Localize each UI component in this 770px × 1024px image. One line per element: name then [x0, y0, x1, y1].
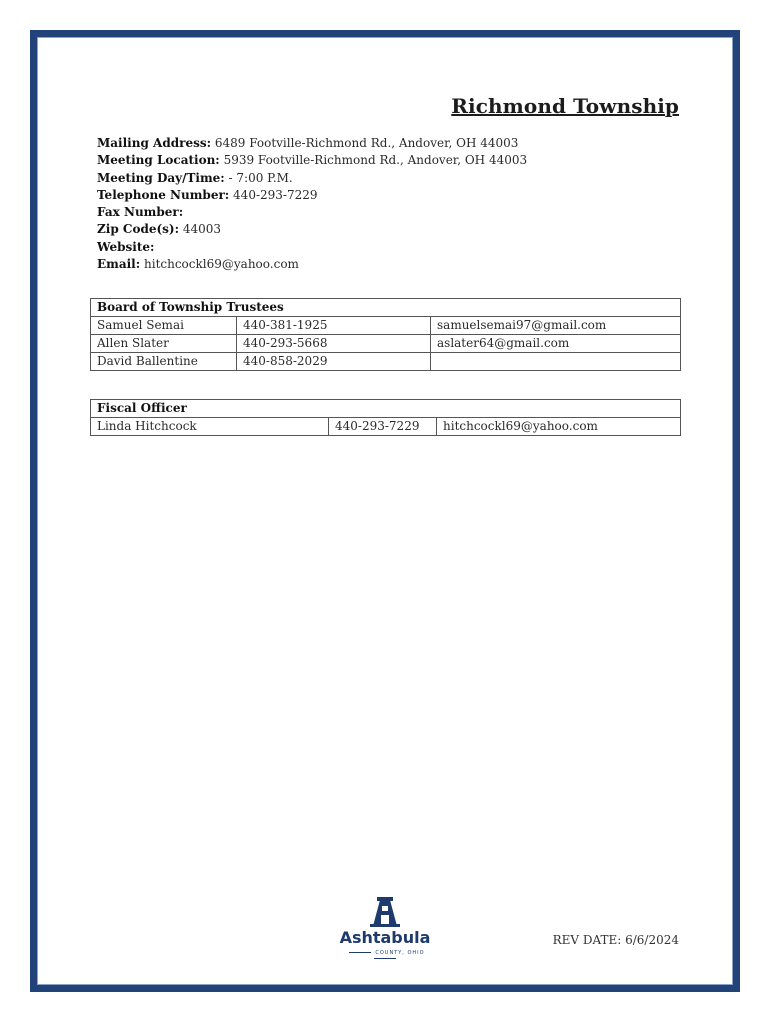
trustee-name: Allen Slater [91, 335, 237, 353]
mailing-address-value: 6489 Footville-Richmond Rd., Andover, OH 44003 [214, 136, 519, 150]
table-row [91, 418, 681, 436]
telephone-row [97, 187, 527, 204]
table-row [91, 335, 681, 353]
contact-info [97, 135, 527, 273]
fiscal-email[interactable]: hitchcockl69@yahoo.com [437, 418, 681, 436]
email-row [97, 256, 527, 273]
page-title: Richmond Township [451, 94, 679, 118]
meeting-time-value: - 7:00 P.M. [224, 170, 293, 185]
logo-name: Ashtabula [339, 928, 431, 947]
fiscal-name: Linda Hitchcock [91, 418, 329, 436]
zip-row [97, 221, 527, 238]
table-row [91, 317, 681, 335]
meeting-time-row [97, 170, 527, 187]
fax-row [97, 204, 527, 221]
trustees-heading: Board of Township Trustees [91, 299, 681, 317]
mailing-address-row [97, 135, 527, 152]
fiscal-header-row [91, 400, 681, 418]
website-row [97, 239, 527, 256]
trustee-email[interactable]: aslater64@gmail.com [431, 335, 681, 353]
trustees-table [90, 298, 681, 371]
telephone-value: 440-293-7229 [233, 187, 318, 202]
trustee-phone: 440-293-5668 [237, 335, 431, 353]
trustee-email[interactable]: samuelsemai97@gmail.com [431, 317, 681, 335]
table-row [91, 353, 681, 371]
email-value[interactable]: hitchcockl69@yahoo.com [144, 257, 299, 272]
fiscal-heading: Fiscal Officer [91, 400, 681, 418]
meeting-location-row [97, 152, 527, 169]
trustee-phone: 440-858-2029 [237, 353, 431, 371]
logo-subtitle: COUNTY, OHIO [337, 950, 433, 962]
fax-label: Fax Number: [97, 205, 184, 220]
email-label: Email: [97, 257, 141, 272]
website-label: Website: [97, 239, 155, 254]
revision-date: REV DATE: 6/6/2024 [552, 933, 679, 947]
trustee-name: Samuel Semai [91, 317, 237, 335]
meeting-time-label: Meeting Day/Time: [97, 170, 225, 185]
trustee-email [431, 353, 681, 371]
zip-label: Zip Code(s): [97, 222, 180, 237]
trustee-phone: 440-381-1925 [237, 317, 431, 335]
mailing-address-label: Mailing Address: [97, 136, 212, 150]
meeting-location-label: Meeting Location: [97, 153, 220, 168]
trustee-name: David Ballentine [91, 353, 237, 371]
meeting-location-value: 5939 Footville-Richmond Rd., Andover, OH 44003 [223, 153, 528, 168]
fiscal-officer-table [90, 399, 681, 436]
trustees-header-row [91, 299, 681, 317]
fiscal-phone: 440-293-7229 [329, 418, 437, 436]
telephone-label: Telephone Number: [97, 187, 230, 202]
zip-value: 44003 [182, 222, 222, 237]
